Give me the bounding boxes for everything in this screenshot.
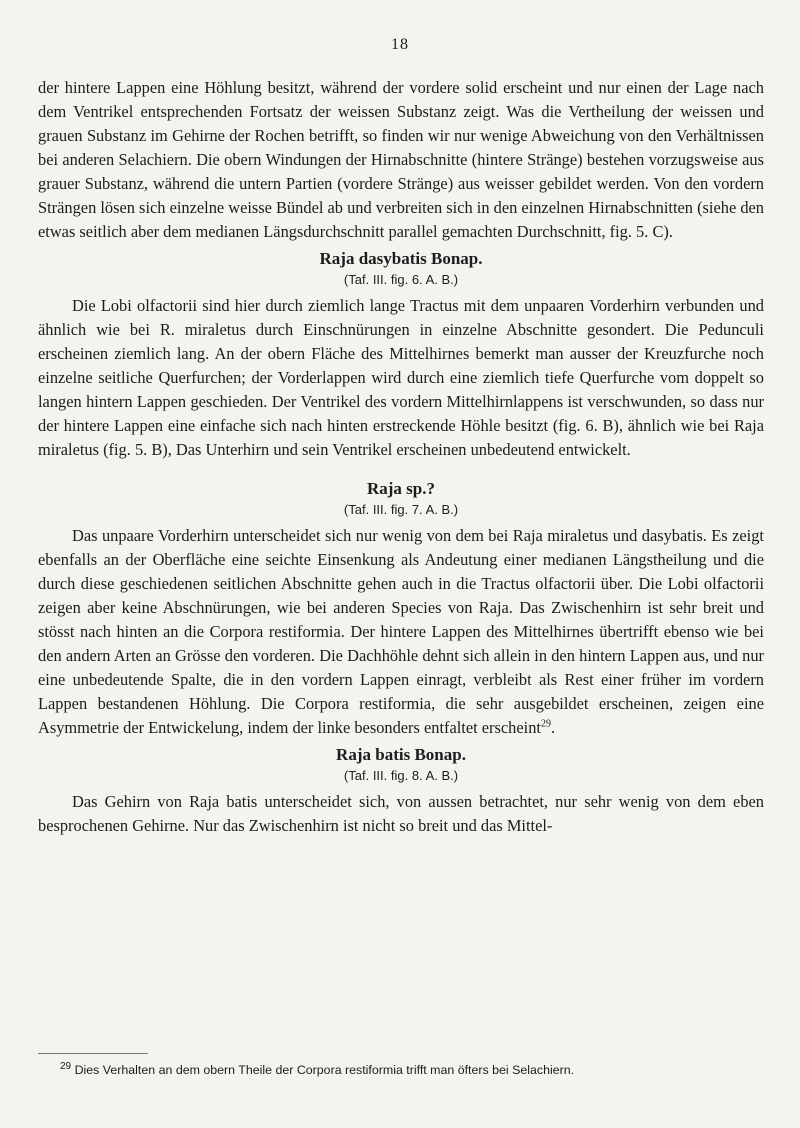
paragraph-raja-sp	[38, 524, 764, 740]
section-heading-raja-dasybatis: Raja dasybatis Bonap.	[319, 249, 483, 268]
paragraph-raja-batis: Das Gehirn von Raja batis unterscheidet sich, von aussen betrachtet, nur sehr wenig von dem eben besprochenen Gehirne. Nur das Zwischenhirn ist nicht so breit und das Mittel-	[38, 792, 764, 835]
figure-reference: (Taf. III. fig. 6. A. B.)	[343, 272, 459, 287]
footnote-divider	[38, 1053, 148, 1054]
footnote-marker: 29	[60, 1060, 72, 1072]
paragraph-continuation: der hintere Lappen eine Höhlung besitzt, während der vordere solid erscheint und nur einen der Lage nach dem Ventrikel entsprechenden Fortsatz der weissen Substanz zeigt. Was die Vertheilung der weissen und grauen Substanz im Gehirne der Rochen betrifft, so finden wir nur wenige Abweichung von den Verhältnissen bei anderen Selachiern. Die obern Windungen der Hirnabschnitte (hintere Stränge) bestehen vorzugsweise aus grauer Substanz, während die untern Partien (vordere Stränge) aus weisser gebildet werden. Von den vordern Strängen lösen sich einzelne weisse Bündel ab und verbreiten sich in den einzelnen Hirnabschnitten (siehe den etwas seitlich aber dem medianen Längsdurchschnitt parallel gemachten Durchschnitt, fig. 5. C).	[38, 78, 764, 241]
paragraph-raja-dasybatis: Die Lobi olfactorii sind hier durch ziemlich lange Tractus mit dem unpaaren Vorderhirn verbunden und ähnlich wie bei R. miraletus durch Einschnürungen in einzelne Abschnitte gesondert. Die Pedunculi erscheinen ziemlich lang. An der obern Fläche des Mittelhirnes bemerkt man ausser der Kreuzfurche noch einzelne seitliche Querfurchen; der Vorderlappen wird durch eine ziemlich tiefe Querfurche vom doppelt so langen hintern Lappen geschieden. Der Ventrikel des vordern Mittelhirnlappens ist verschwunden, so dass nur der hintere Lappen eine einfache sich nach hinten erstreckende Höhle besitzt (fig. 6. B), ähnlich wie bei Raja miraletus (fig. 5. B), Das Unterhirn und sein Ventrikel erscheinen unbedeutend entwickelt.	[38, 296, 764, 459]
footnote	[60, 1061, 764, 1079]
figure-reference: (Taf. III. fig. 8. A. B.)	[343, 768, 459, 783]
section-heading-raja-batis: Raja batis Bonap.	[336, 745, 466, 764]
footnote-text: Dies Verhalten an dem obern Theile der Corpora restiformia trifft man öfters bei Selachiern.	[71, 1063, 575, 1077]
paragraph-end: .	[550, 718, 556, 737]
footnote-reference[interactable]: 29	[540, 718, 551, 730]
paragraph-text: Das unpaare Vorderhirn unterscheidet sich nur wenig von dem bei Raja miraletus und dasybatis. Es zeigt ebenfalls an der Oberfläche eine seichte Einsenkung als Andeutung einer medianen Längstheilung und die durch diese geschiedenen seitlichen Abschnitte gehen auch in die Tractus olfactorii über. Die Lobi olfactorii zeigen aber keine Abschnürungen, wie bei anderen Species von Raja. Das Zwischenhirn ist sehr breit und stösst nach hinten an die Corpora restiformia. Der hintere Lappen des Mittelhirnes übertrifft ebenso wie bei den andern Arten an Grösse den vorderen. Die Dachhöhle dehnt sich allein in den hintern Lappen aus, und nur eine unbedeutende Spalte, die in den vordern Lappen einragt, verbleibt als Rest einer früher im vordern Lappen bestandenen Höhlung. Die Corpora restiformia, die sehr ausgebildet erscheinen, zeigen eine Asymmetrie der Entwickelung, indem der linke besonders entfaltet erscheint	[38, 526, 764, 737]
figure-reference: (Taf. III. fig. 7. A. B.)	[343, 502, 459, 517]
page-number: 18	[391, 36, 409, 53]
page-body	[38, 76, 764, 838]
section-heading-raja-sp: Raja sp.?	[366, 479, 435, 498]
